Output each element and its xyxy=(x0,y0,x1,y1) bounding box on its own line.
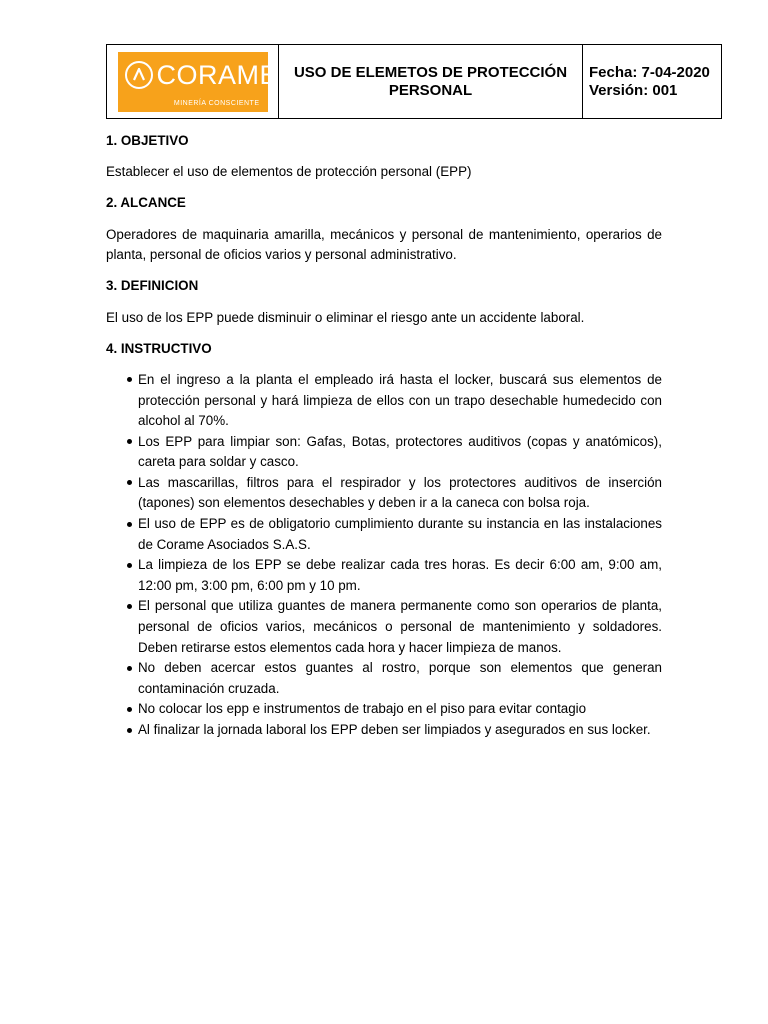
bullet-icon xyxy=(127,563,132,568)
title-line-1: USO DE ELEMETOS DE PROTECCIÓN xyxy=(293,63,568,81)
bullet-icon xyxy=(127,666,132,671)
document-title xyxy=(279,45,583,118)
definicion-heading: 3. DEFINICION xyxy=(106,278,199,294)
bullet-icon xyxy=(127,728,132,733)
logo-cell xyxy=(107,45,279,118)
bullet-icon xyxy=(127,522,132,527)
list-item: Las mascarillas, filtros para el respirador y los protectores auditivos de inserción (tapones) son elementos desechables y deben ir a la caneca con bolsa roja. xyxy=(106,473,662,514)
list-item: No deben acercar estos guantes al rostro, porque son elementos que generan contaminación cruzada. xyxy=(106,658,662,699)
objetivo-heading: 1. OBJETIVO xyxy=(106,133,189,148)
logo-name: CORAME xyxy=(156,59,279,90)
list-item: Al finalizar la jornada laboral los EPP deben ser limpiados y asegurados en sus locker. xyxy=(106,720,662,741)
bullet-icon xyxy=(127,439,132,444)
list-item: No colocar los epp e instrumentos de trabajo en el piso para evitar contagio xyxy=(106,699,662,720)
objetivo-text: Establecer el uso de elementos de protección personal (EPP) xyxy=(106,164,472,180)
fecha-label: Fecha: 7-04-2020 xyxy=(589,63,710,81)
bullet-icon xyxy=(127,707,132,712)
definicion-text: El uso de los EPP puede disminuir o eliminar el riesgo ante un accidente laboral. xyxy=(106,309,585,325)
title-line-2: PERSONAL xyxy=(388,81,473,99)
document-meta xyxy=(583,45,721,118)
instructivo-heading: 4. INSTRUCTIVO xyxy=(106,340,212,356)
logo-tagline: MINERÍA CONSCIENTE xyxy=(173,99,260,107)
alcance-heading: 2. ALCANCE xyxy=(106,195,186,211)
corame-logo xyxy=(118,52,279,112)
bullet-icon xyxy=(127,604,132,609)
bullet-icon xyxy=(127,480,132,485)
bullet-icon xyxy=(127,377,132,382)
version-label: Versión: 001 xyxy=(589,81,678,99)
list-item: El uso de EPP es de obligatorio cumplimiento durante su instancia en las instalaciones de Corame Asociados S.A.S. xyxy=(106,514,662,555)
list-item: Los EPP para limpiar son: Gafas, Botas, protectores auditivos (copas y anatómicos), careta para soldar y casco. xyxy=(106,432,662,473)
instructivo-list xyxy=(106,370,662,741)
list-item: La limpieza de los EPP se debe realizar cada tres horas. Es decir 6:00 am, 9:00 am, 12:00 pm, 3:00 pm, 6:00 pm y 10 pm. xyxy=(106,555,662,596)
corame-logo-icon xyxy=(125,61,153,89)
document-header-table xyxy=(106,44,722,119)
list-item: El personal que utiliza guantes de manera permanente como son operarios de planta, personal de oficios varios, mecánicos o personal de mantenimiento y soldadores. Deben retirarse estos elementos cada hora y hacer limpieza de manos. xyxy=(106,596,662,658)
document-body xyxy=(106,131,662,741)
list-item: En el ingreso a la planta el empleado irá hasta el locker, buscará sus elementos de protección personal y hará limpieza de ellos con un trapo desechable humedecido con alcohol al 70%. xyxy=(106,370,662,432)
alcance-text: Operadores de maquinaria amarilla, mecánicos y personal de mantenimiento, operarios de planta, personal de oficios varios y personal administrativo. xyxy=(106,226,662,263)
